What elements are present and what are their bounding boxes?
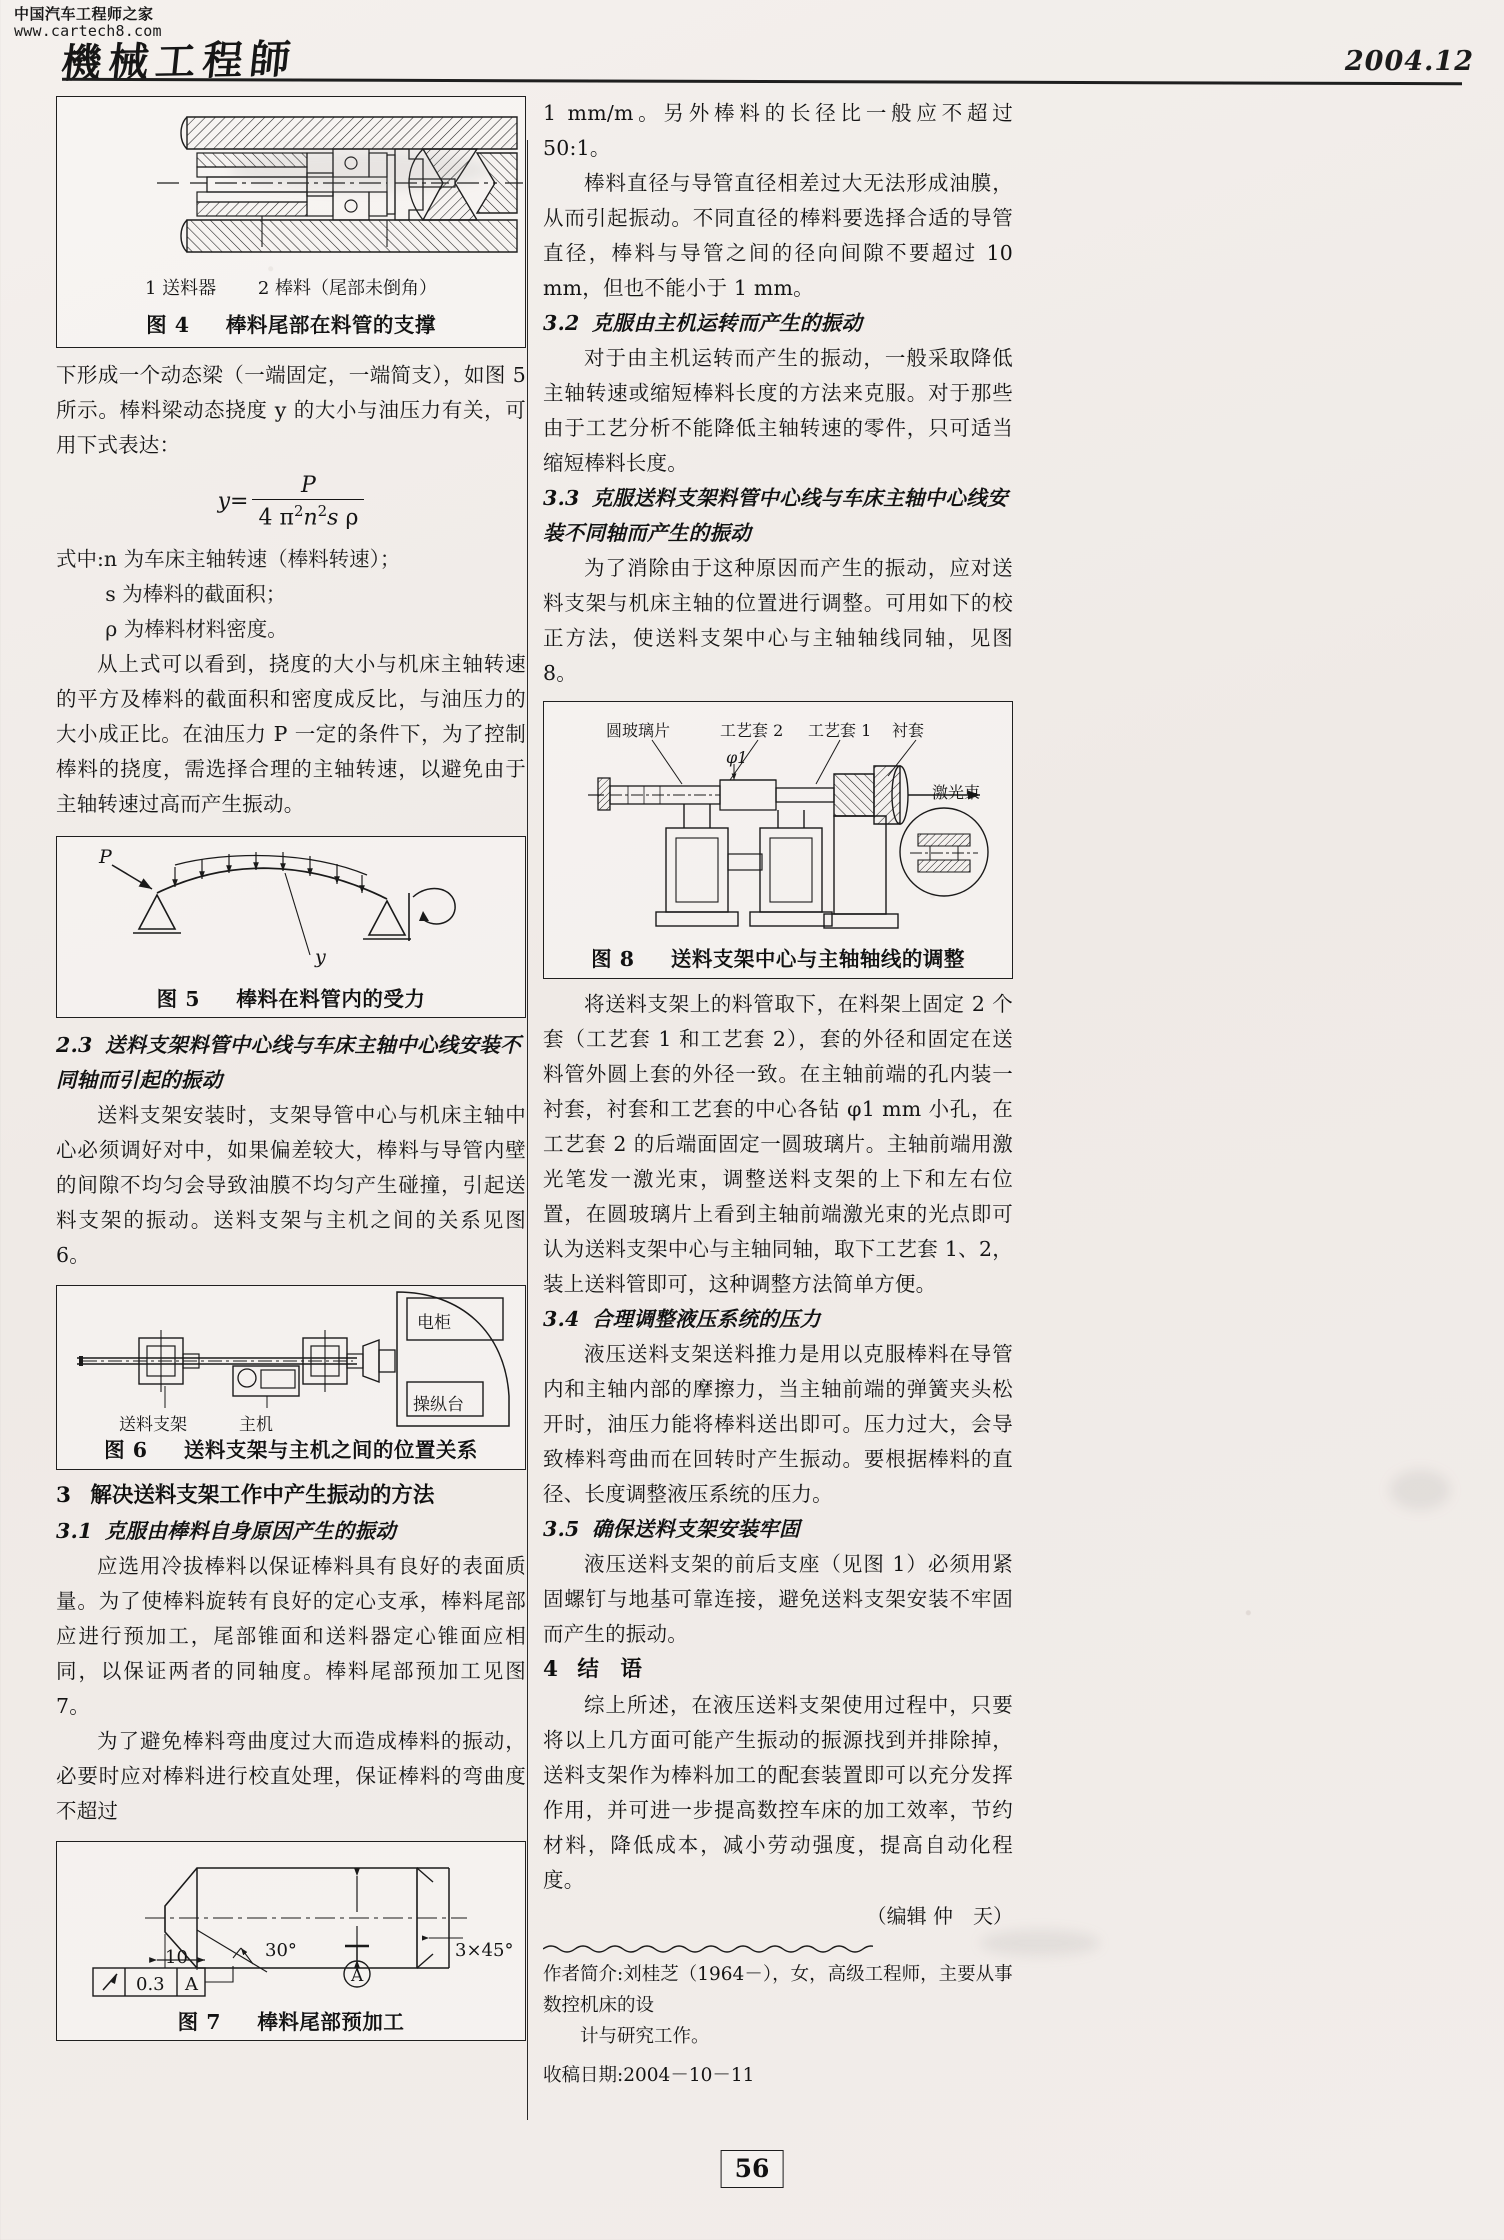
right-paragraph-4: 为了消除由于这种原因而产生的振动，应对送料支架与机床主轴的位置进行调整。可用如下的校正方法，使送料支架中心与主轴轴线同轴，见图 8。: [543, 556, 1013, 685]
formula-numerator: P: [301, 473, 316, 498]
section-3-1-title: 克服由棒料自身原因产生的振动: [104, 1519, 397, 1544]
section-3-5: [543, 1512, 1013, 1547]
formula-den-exp2: 2: [317, 502, 328, 520]
figure-4-legend-2: 2 棒料（尾部未倒角）: [257, 278, 438, 299]
where-label: 式中:: [56, 547, 104, 572]
figure-7-drawing: [57, 1842, 523, 2002]
formula-den-rho: ρ: [345, 505, 359, 531]
left-paragraph-3: 送料支架安装时，支架导管中心与机床主轴中心必须调好对中，如果偏差较大，棒料与导管内壁的间隙不均匀会导致油膜不均匀产生碰撞，引起送料支架的振动。送料支架与主机之间的关系见图 6。: [56, 1103, 526, 1268]
figure-7-datum-letter: A: [351, 1966, 364, 1987]
issue-date: 2004.12: [1344, 46, 1474, 77]
right-paragraph-7: 液压送料支架的前后支座（见图 1）必须用紧固螺钉与地基可靠连接，避免送料支架安装不牢固而产生的振动。: [543, 1552, 1013, 1646]
section-2-3-title: 送料支架料管中心线与车床主轴中心线安装不同轴而引起的振动: [56, 1033, 521, 1093]
figure-4: [56, 96, 526, 348]
figure-8-label-sleeve1: 工艺套 1: [808, 721, 872, 740]
section-3-5-title: 确保送料支架安装牢固: [591, 1517, 800, 1541]
figure-6-caption: [57, 1433, 525, 1463]
section-3-2: [543, 306, 1013, 341]
figure-8-caption-number: 图 8: [591, 947, 635, 971]
figure-8-label-bushing: 衬套: [892, 721, 925, 740]
right-paragraph-1: 1 mm/m。另外棒料的长径比一般应不超过 50:1。: [543, 101, 1013, 160]
right-paragraph-8: 综上所述，在液压送料支架使用过程中，只要将以上几方面可能产生振动的振源找到并排除掉，送料支架作为棒料加工的配套装置即可以充分发挥作用，并可进一步提高数控车床的加工效率，节约材料，降低成本，减小劳动强度，提高自动化程度。: [543, 1693, 1013, 1892]
figure-4-caption-title: 棒料尾部在料管的支撑: [225, 313, 436, 337]
section-4-number: 4: [543, 1657, 558, 1682]
section-3-4: [543, 1302, 1013, 1337]
section-3-3: [543, 481, 1013, 551]
figure-7-dim-angle: 30°: [265, 1940, 297, 1962]
formula-lhs: y=: [217, 489, 249, 515]
figure-6-label-cabinet: 电柜: [417, 1313, 451, 1334]
right-paragraph-3: 对于由主机运转而产生的振动，一般采取降低主轴转速或缩短棒料长度的方法来克服。对于那些由于工艺分析不能降低主轴转速的零件，只可适当缩短棒料长度。: [543, 346, 1013, 475]
formula-den-s: s: [327, 505, 339, 531]
author-bio-line1: 作者简介:刘桂芝（1964－），女，高级工程师，主要从事数控机床的设: [543, 1964, 1013, 2016]
figure-4-legend: [57, 274, 525, 300]
figure-6-label-console: 操纵台: [413, 1395, 464, 1416]
section-3-title: 解决送料支架工作中产生振动的方法: [90, 1483, 435, 1509]
section-4: [543, 1652, 1013, 1688]
left-paragraph-4: 应选用冷拔棒料以保证棒料具有良好的表面质量。为了使棒料旋转有良好的定心支承，棒料尾部应进行预加工，尾部锥面和送料器定心锥面应相同，以保证两者的同轴度。棒料尾部预加工见图 7。: [56, 1554, 526, 1719]
variable-rho: ρ 为棒料材料密度。: [105, 617, 288, 642]
figure-8-label-laser: 激光束: [932, 783, 981, 802]
author-bio-line2: 计与研究工作。: [580, 2026, 710, 2047]
right-paragraph-2: 棒料直径与导管直径相差过大无法形成油膜，从而引起振动。不同直径的棒料要选择合适的导管直径，棒料与导管之间的径向间隙不要超过 10 mm，但也不能小于 1 mm。: [543, 171, 1013, 300]
section-3-1-number: 3.1: [56, 1519, 93, 1544]
figure-7-dim-10: 10: [165, 1947, 188, 1969]
scan-smudge-1: [980, 1930, 1100, 1956]
figure-7-caption-number: 图 7: [177, 2010, 221, 2035]
right-paragraph-6: 液压送料支架送料推力是用以克服棒料在导管内和主轴内部的摩擦力，当主轴前端的弹簧夹头松开时，油压力能将棒料送出即可。压力过大，会导致棒料弯曲而在回转时产生振动。要根据棒料的直径、长度调整液压系统的压力。: [543, 1342, 1013, 1506]
author-bio: [543, 1959, 1013, 2052]
section-3-4-number: 3.4: [543, 1307, 580, 1331]
deflection-formula: [56, 473, 526, 530]
figure-5-label-P: P: [99, 846, 112, 869]
section-3-2-number: 3.2: [543, 311, 580, 335]
right-column: [543, 96, 1013, 2091]
formula-variable-list: [56, 542, 526, 647]
formula-den-prefix: 4 π: [258, 505, 294, 531]
figure-5-caption: [57, 982, 525, 1012]
figure-7: [56, 1841, 526, 2041]
section-3-5-number: 3.5: [543, 1517, 580, 1541]
figure-8: [543, 701, 1013, 979]
figure-7-gdt-value: 0.3: [136, 1974, 165, 1996]
figure-6-caption-number: 图 6: [104, 1438, 148, 1463]
figure-4-caption-number: 图 4: [146, 313, 190, 337]
formula-fraction: [252, 473, 364, 530]
figure-8-caption: [544, 942, 1012, 972]
watermark-url-text: www.cartech8.com: [14, 22, 162, 41]
figure-5-label-y: y: [315, 946, 326, 969]
section-3: [56, 1478, 526, 1514]
figure-4-legend-1: 1 送料器: [144, 278, 217, 299]
section-3-3-number: 3.3: [543, 486, 580, 510]
figure-8-label-glass: 圆玻璃片: [606, 721, 671, 740]
figure-7-gdt-datum: A: [185, 1974, 198, 1996]
figure-5: [56, 836, 526, 1018]
figure-6-caption-title: 送料支架与主机之间的位置关系: [183, 1438, 478, 1463]
separator-wave: [543, 1943, 873, 1953]
section-3-4-title: 合理调整液压系统的压力: [591, 1307, 821, 1331]
section-4-title: 结 语: [577, 1657, 642, 1682]
figure-4-caption: [57, 308, 525, 338]
where-line: [56, 542, 526, 577]
section-3-3-title: 克服送料支架料管中心线与车床主轴中心线安装不同轴而产生的振动: [543, 486, 1008, 545]
right-paragraph-5: 将送料支架上的料管取下，在料架上固定 2 个套（工艺套 1 和工艺套 2），套的外径和固定在送料管外圆上套的外径一致。在主轴前端的孔内装一衬套，衬套和工艺套的中心各钻 φ1 mm 小孔，在工艺套 2 的后端面固定一圆玻璃片。主轴前端用激光笔发一激光束，调整送料支架的上下和左右位置，在圆玻璃片上看到主轴前端激光束的光点即可认为送料支架中心与主轴同轴，取下工艺套 1、2，装上送料管即可，这种调整方法简单方便。: [543, 992, 1013, 1296]
figure-8-caption-title: 送料支架中心与主轴轴线的调整: [670, 947, 965, 971]
left-column: [56, 96, 526, 2041]
figure-6-label-machine: 主机: [239, 1415, 273, 1436]
variable-s: s 为棒料的截面积；: [105, 582, 287, 607]
figure-8-label-sleeve2: 工艺套 2: [720, 721, 784, 740]
section-2-3-number: 2.3: [56, 1033, 93, 1058]
section-3-1: [56, 1514, 526, 1549]
left-paragraph-5: 为了避免棒料弯曲度过大而造成棒料的振动，必要时应对棒料进行校直处理，保证棒料的弯曲度不超过: [56, 1729, 526, 1824]
variable-n: n 为车床主轴转速（棒料转速）；: [103, 547, 401, 572]
received-date: 收稿日期:2004－10－11: [543, 2065, 755, 2086]
journal-masthead: 機械工程師: [59, 35, 300, 88]
section-3-2-title: 克服由主机运转而产生的振动: [591, 311, 863, 335]
figure-7-caption-title: 棒料尾部预加工: [257, 2010, 405, 2035]
figure-6-label-support: 送料支架: [119, 1415, 187, 1436]
left-paragraph-2: 从上式可以看到，挠度的大小与机床主轴转速的平方及棒料的截面积和密度成反比，与油压力的大小成正比。在油压力 P 一定的条件下，为了控制棒料的挠度，需选择合理的主轴转速，以避免由于主轴转速过高而产生振动。: [56, 652, 526, 817]
formula-denominator: [252, 499, 364, 530]
column-divider: [527, 140, 528, 2120]
left-paragraph-1: 下形成一个动态梁（一端固定，一端简支），如图 5 所示。棒料梁动态挠度 y 的大小与油压力有关，可用下式表达：: [56, 363, 526, 457]
scan-smudge-2: [1390, 1470, 1450, 1510]
formula-den-n: n: [303, 505, 318, 531]
page-number: 56: [721, 2150, 784, 2188]
formula-den-exp1: 2: [293, 502, 304, 520]
figure-5-caption-number: 图 5: [156, 987, 200, 1012]
section-3-number: 3: [56, 1483, 71, 1509]
figure-7-caption: [57, 2005, 525, 2035]
scan-smudge-3: [230, 150, 490, 190]
editor-credit: （编辑 仲 天）: [866, 1904, 1013, 1928]
watermark-cn-text: 中国汽车工程师之家: [14, 5, 154, 23]
figure-7-dim-chamfer: 3×45°: [455, 1940, 514, 1962]
figure-8-label-phi1: φ1: [726, 748, 748, 767]
figure-6: [56, 1285, 526, 1470]
figure-5-caption-title: 棒料在料管内的受力: [236, 987, 426, 1012]
figure-5-drawing: [57, 837, 523, 980]
section-2-3: [56, 1028, 526, 1098]
